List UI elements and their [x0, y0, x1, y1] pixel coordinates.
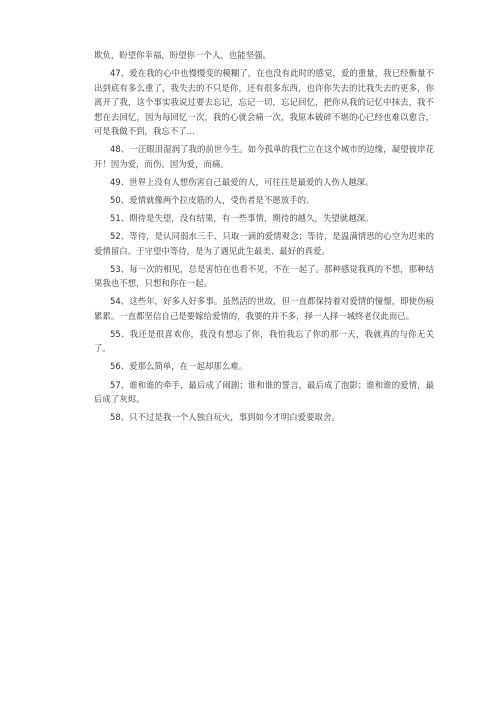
paragraph-55: 55、我还是很喜欢你，我没有想忘了你，我怕我忘了你的那一天，我就真的与你无关了。 [94, 328, 434, 354]
paragraph-48: 48、一汪眼泪湿润了我的前世今生。如今孤单的我伫立在这个城市的边缘，凝望彼岸花开！因为爱，而伤。因为爱，而痛。 [94, 144, 434, 169]
paragraph-continued: 欺负，盼望你幸福，盼望你一个人，也能坚强。 [94, 50, 271, 60]
paragraph-54: 54、这些年，好多人好多事。虽然活的世故，但一直都保持着对爱情的憧憬，即使伤痕累累。一直都坚信自己是要嫁给爱情的，我要的并不多，择一人择一城终老仅此而已。 [94, 296, 434, 321]
paragraph-47: 47、爱在我的心中也慢慢变的模糊了，在也没有此时的感觉，爱的重量，我已经衡量不出到底有多么重了，我失去的不只是你，还有很多东西，也许你失去的比我失去的更多，你离开了我，这个事实我说过要去忘记，忘记一切，忘记回忆，把你从我的记忆中抹去，我不想在去回忆，因为每回忆一次，我的心就会痛一次，我原本破碎不堪的心已经也难以愈合，可是我做不到，我忘不了... [94, 68, 434, 137]
paragraph-53: 53、每一次的相见，总是害怕在也看不见，不在一起了。那种感觉我真的不想，那种结果我也不想，只想和你在一起。 [94, 263, 434, 289]
paragraph-51: 51、期待是失望，没有结果，有一些事情，期待的越久，失望就越深。 [110, 212, 374, 223]
paragraph-57: 57、谁和谁的牵手，最后成了闹剧；谁和谁的誓言，最后成了泡影；谁和谁的爱情，最后成了灰烬。 [94, 379, 434, 405]
paragraph-50: 50、爱情就像两个拉皮筋的人，受伤者是不愿放手的。 [110, 194, 315, 205]
paragraph-52: 52、等待，是认同弱水三千、只取一滴的爱情观念；等待，是温满情思的心空为迟来的爱情留白。于守望中等待，是为了遇见此生最美、最好的真爱。 [94, 231, 434, 256]
paragraph-49: 49、世界上没有人想伤害自己最爱的人，可往往是最爱的人伤人越深。 [110, 176, 374, 187]
paragraph-56: 56、爱那么简单，在一起却那么难。 [110, 361, 248, 372]
paragraph-58: 58、只不过是我一个人独自玩火，事到如今才明白爱要取舍。 [110, 412, 340, 423]
document-body [94, 48, 434, 428]
